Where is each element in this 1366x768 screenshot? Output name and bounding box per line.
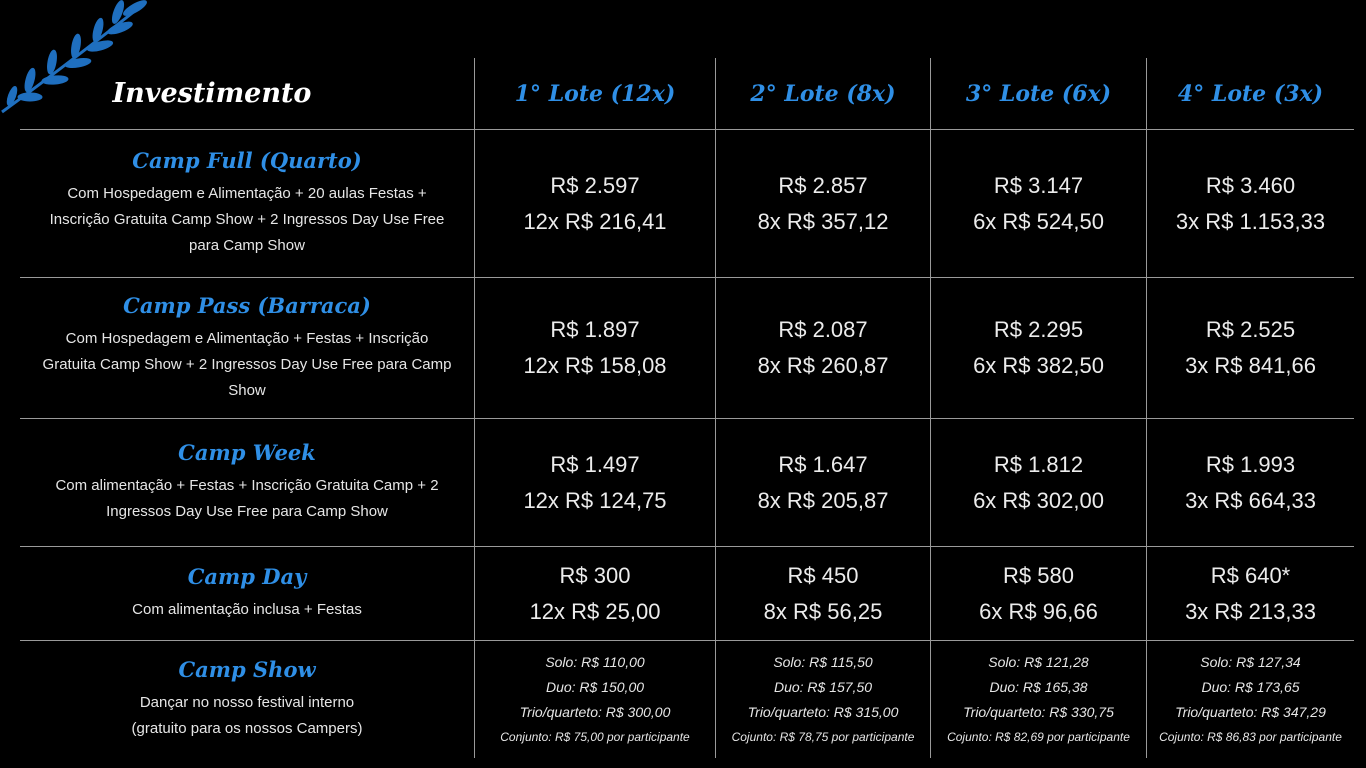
installment-value: 12x R$ 124,75	[523, 487, 667, 513]
price-value: R$ 3.460	[1205, 172, 1296, 198]
lot-header-3	[931, 58, 1147, 130]
package-name: Camp Show	[178, 657, 316, 682]
price-cell	[716, 130, 931, 278]
lot-header-2	[716, 58, 931, 130]
price-value: R$ 450	[787, 562, 859, 588]
price-cell	[716, 547, 931, 641]
duo-price: Duo: R$ 157,50	[773, 678, 873, 695]
description-line: Com Hospedagem e Alimentação + 20 aulas Festas +	[67, 185, 427, 202]
lot-header-4	[1147, 58, 1354, 130]
installment-value: 8x R$ 260,87	[757, 353, 889, 378]
description-line: (gratuito para os nossos Campers)	[131, 720, 363, 737]
group-price: Conjunto: R$ 75,00 por participante	[500, 729, 690, 744]
group-price: Cojunto: R$ 86,83 por participante	[1159, 729, 1342, 744]
package-cell-camp-week	[20, 419, 475, 547]
price-cell	[931, 130, 1147, 278]
trio-price: Trio/quarteto: R$ 347,29	[1175, 703, 1326, 720]
package-description	[47, 473, 446, 525]
show-price-cell	[716, 641, 931, 758]
package-cell-camp-full	[20, 130, 475, 278]
description-line: Com Hospedagem e Alimentação + Festas + Inscrição	[65, 329, 429, 347]
installment-value: 12x R$ 158,08	[523, 353, 667, 378]
description-line: Inscrição Gratuita Camp Show + 2 Ingressos Day Use Free	[49, 211, 445, 228]
lot-title: 4° Lote (3x)	[1177, 80, 1324, 107]
description-line: para Camp Show	[189, 237, 305, 254]
price-value: R$ 1.497	[550, 451, 640, 477]
package-description	[124, 597, 370, 623]
show-price-cell	[1147, 641, 1354, 758]
solo-price: Solo: R$ 127,34	[1200, 653, 1301, 670]
package-cell-camp-day	[20, 547, 475, 641]
price-value: R$ 2.295	[993, 317, 1084, 342]
group-price: Cojunto: R$ 82,69 por participante	[947, 729, 1130, 744]
price-cell	[475, 278, 716, 419]
installment-value: 12x R$ 216,41	[523, 208, 667, 234]
price-value: R$ 1.897	[550, 317, 640, 342]
price-value: R$ 300	[559, 562, 631, 588]
installment-value: 8x R$ 205,87	[757, 487, 889, 513]
solo-price: Solo: R$ 115,50	[773, 653, 873, 670]
price-value: R$ 580	[1003, 562, 1074, 588]
installment-value: 3x R$ 664,33	[1185, 487, 1316, 513]
price-value: R$ 1.647	[778, 451, 868, 477]
price-value: R$ 2.087	[778, 317, 868, 342]
table-title: Investimento	[112, 78, 312, 109]
lot-title: 1° Lote (12x)	[514, 80, 676, 107]
package-description	[42, 181, 453, 259]
price-cell	[716, 419, 931, 547]
price-value: R$ 640*	[1210, 562, 1291, 588]
package-cell-camp-pass	[20, 278, 475, 419]
package-name: Camp Pass (Barraca)	[123, 292, 371, 318]
price-cell	[475, 419, 716, 547]
solo-price: Solo: R$ 121,28	[988, 653, 1089, 670]
installment-value: 6x R$ 302,00	[973, 487, 1104, 513]
installment-value: 3x R$ 213,33	[1185, 598, 1316, 624]
description-line: Com alimentação + Festas + Inscrição Gratuita Camp + 2	[55, 477, 439, 494]
package-description	[124, 690, 371, 742]
price-cell	[1147, 278, 1354, 419]
show-price-cell	[931, 641, 1147, 758]
pricing-table	[20, 58, 1354, 758]
price-value: R$ 1.993	[1205, 451, 1296, 477]
price-cell	[931, 278, 1147, 419]
package-description	[35, 326, 460, 404]
show-price-cell	[475, 641, 716, 758]
solo-price: Solo: R$ 110,00	[545, 653, 645, 670]
lot-header-1	[475, 58, 716, 130]
price-cell	[931, 547, 1147, 641]
price-value: R$ 3.147	[993, 172, 1084, 198]
lot-title: 3° Lote (6x)	[965, 80, 1112, 107]
price-value: R$ 2.597	[550, 172, 640, 198]
price-value: R$ 2.857	[778, 172, 868, 198]
description-line: Show	[228, 381, 266, 399]
installment-value: 8x R$ 56,25	[763, 598, 883, 624]
description-line: Dançar no nosso festival interno	[139, 694, 355, 711]
price-cell	[1147, 419, 1354, 547]
price-value: R$ 2.525	[1205, 317, 1296, 342]
installment-value: 6x R$ 96,66	[979, 598, 1098, 624]
header-title-cell	[20, 58, 475, 130]
price-cell	[931, 419, 1147, 547]
lot-title: 2° Lote (8x)	[750, 80, 896, 107]
installment-value: 3x R$ 1.153,33	[1175, 208, 1326, 234]
duo-price: Duo: R$ 165,38	[989, 678, 1088, 695]
package-cell-camp-show	[20, 641, 475, 758]
installment-value: 8x R$ 357,12	[757, 208, 889, 234]
installment-value: 6x R$ 524,50	[973, 208, 1104, 234]
package-name: Camp Week	[178, 440, 316, 465]
trio-price: Trio/quarteto: R$ 300,00	[519, 703, 671, 720]
trio-price: Trio/quarteto: R$ 330,75	[963, 703, 1114, 720]
description-line: Gratuita Camp Show + 2 Ingressos Day Use Free para Camp	[42, 355, 452, 373]
package-name: Camp Day	[187, 564, 307, 589]
price-value: R$ 1.812	[993, 451, 1084, 477]
package-name: Camp Full (Quarto)	[132, 148, 362, 173]
installment-value: 12x R$ 25,00	[529, 598, 661, 624]
price-cell	[716, 278, 931, 419]
price-cell	[475, 547, 716, 641]
duo-price: Duo: R$ 173,65	[1201, 678, 1300, 695]
price-cell	[475, 130, 716, 278]
installment-value: 3x R$ 841,66	[1185, 353, 1316, 378]
installment-value: 6x R$ 382,50	[973, 353, 1104, 378]
duo-price: Duo: R$ 150,00	[545, 678, 645, 695]
trio-price: Trio/quarteto: R$ 315,00	[747, 703, 899, 720]
description-line: Ingressos Day Use Free para Camp Show	[106, 503, 388, 520]
price-cell	[1147, 547, 1354, 641]
price-cell	[1147, 130, 1354, 278]
group-price: Cojunto: R$ 78,75 por participante	[731, 729, 915, 744]
description-line: Com alimentação inclusa + Festas	[132, 601, 362, 618]
